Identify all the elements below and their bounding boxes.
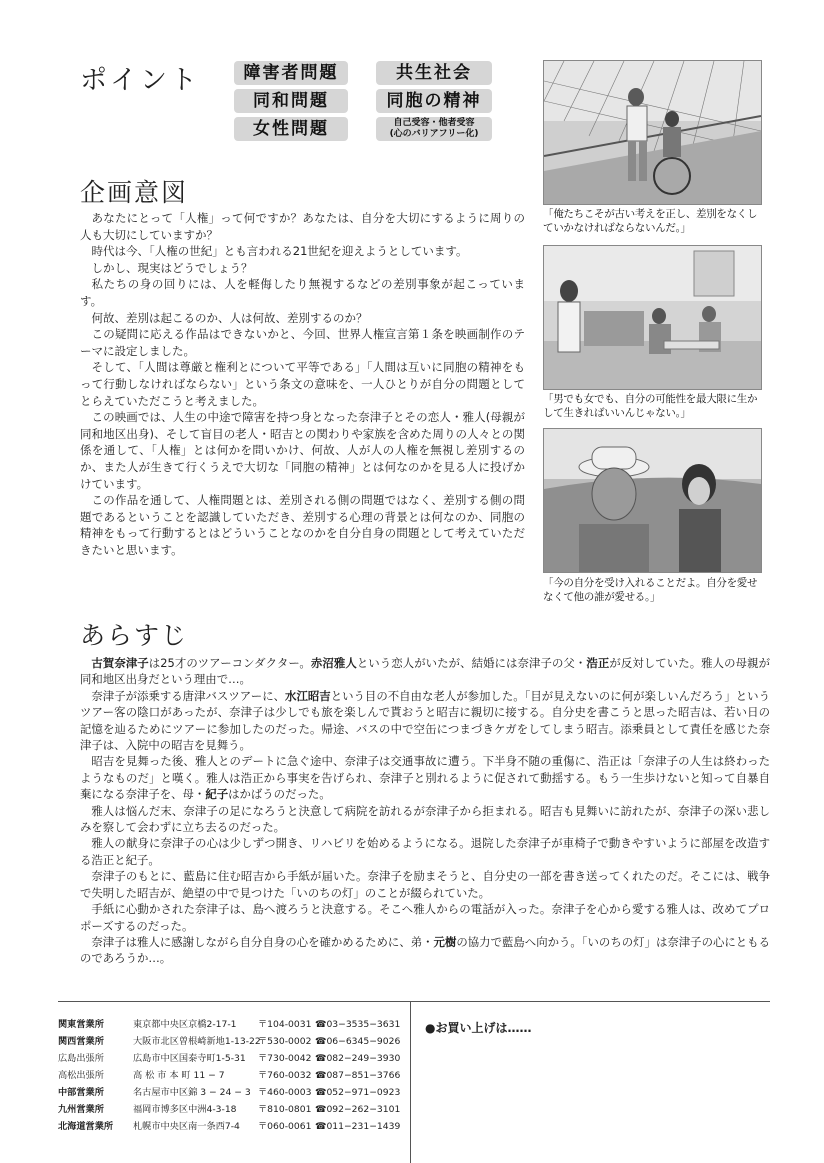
office-address: 名古屋市中区錦 3 − 24 − 3 <box>133 1087 251 1098</box>
caption-1: 「俺たちこそが古い考えを正し、差別をなくしていかなければならないんだ。」 <box>543 208 758 234</box>
office-address: 高 松 市 本 町 11 − 7 <box>133 1070 225 1081</box>
synopsis-text: はかばうのだった。 <box>228 787 331 802</box>
office-tel: ☎082−249−3930 <box>315 1053 401 1064</box>
synopsis-paragraph: 雅人は悩んだ末、奈津子の足になろうと決意して病院を訪れるが奈津子から拒まれる。昭吉も見舞いに訪れたが、奈津子の深い悲しみを察して会わずに立ち去るのだった。 <box>80 803 770 835</box>
tag-brotherhood: 同胞の精神 <box>376 89 492 113</box>
intent-paragraph: そして、「人間は尊厳と権利とについて平等である」「人間は互いに同胞の精神をもって行動しなければならない」という条文の意味を、一人ひとりが自分の問題としてとらえていただこうと考えました。 <box>80 360 525 408</box>
office-address: 福岡市博多区中洲4-3-18 <box>133 1104 237 1115</box>
synopsis-paragraph <box>80 688 770 754</box>
synopsis-body <box>80 655 770 967</box>
intent-paragraph: 何故、差別は起こるのか、人は何故、差別するのか？ <box>91 310 368 325</box>
tag-dowa: 同和問題 <box>234 89 348 113</box>
scene-photo-old-man <box>543 428 762 573</box>
synopsis-paragraph <box>80 753 770 802</box>
intent-heading: 企画意図 <box>80 178 189 207</box>
synopsis-text: という目の不自由な老人が参加した。「目が見えないのに何が楽しいんだろう」というツアー客の陰口があったが、奈津子は少しでも旅を楽しんで貰おうと昭吉に親切に接する。自分史を書こうと思った昭吉は、若い日の記憶を辿るためにツアーに参加したのだった。帰途、バスの中で空缶につまづきケガをしてしまう昭吉。添乗員として責任を感じた奈津子は、入院中の昭吉を見舞う。 <box>80 688 770 753</box>
synopsis-paragraph <box>80 934 770 967</box>
intent-paragraph: この疑問に応える作品はできないかと、今回、世界人権宣言第１条を映画制作のテーマに設定しました。 <box>80 327 525 358</box>
synopsis-text: 奈津子は雅人に感謝しながら自分自身の心を確かめるために、弟・ <box>91 934 434 949</box>
synopsis-paragraph: 雅人の献身に奈津子の心は少しずつ開き、リハビリを始めるようになる。退院した奈津子が車椅子で動きやすいように部屋を改造する浩正と紀子。 <box>80 836 770 867</box>
office-name: 関東営業所 <box>58 1019 104 1030</box>
office-name: 関西営業所 <box>58 1036 104 1047</box>
tag-women: 女性問題 <box>234 117 348 141</box>
character-shokichi: 水江昭吉 <box>285 688 331 703</box>
synopsis-heading: あらすじ <box>80 621 189 650</box>
office-tel: ☎052−971−0923 <box>315 1087 401 1098</box>
office-address: 大阪市北区曽根崎新地1-13-22 <box>133 1036 261 1047</box>
office-zip: 〒460-0003 <box>258 1087 312 1098</box>
intent-paragraph: 時代は今、「人権の世紀」とも言われる21世紀を迎えようとしています。 <box>91 244 468 259</box>
character-hiromasa: 浩正 <box>586 656 610 670</box>
synopsis-text: という恋人がいたが、結婚には奈津子の父・ <box>356 656 587 670</box>
point-heading: ポイント <box>80 65 200 96</box>
tag-coexistence: 共生社会 <box>376 61 492 85</box>
purchase-label: ●お買い上げは…… <box>425 1021 532 1035</box>
office-tel: ☎03−3535−3631 <box>315 1019 401 1030</box>
office-zip: 〒810-0801 <box>258 1104 312 1115</box>
office-zip: 〒104-0031 <box>258 1019 312 1030</box>
tag-self-acceptance <box>376 117 492 141</box>
office-zip: 〒060-0061 <box>258 1121 312 1132</box>
intent-paragraph: この映画では、人生の中途で障害を持つ身となった奈津子とその恋人・雅人(母親が同和地区出身)、そして盲目の老人・昭吉との関わりや家族を含めた周りの人々との関係を通して、「人権」とは何かを問いかけ、何故、人が人の人権を無視し差別するのか、また人が生きて行くうえで大切な「同胞の精神」とは何なのかを見る人に投げかけています。 <box>80 410 525 491</box>
tag-small-line1: 自己受容・他者受容 <box>393 118 475 128</box>
office-address: 広島市中区国泰寺町1-5-31 <box>133 1053 246 1064</box>
office-name: 北海道営業所 <box>58 1121 114 1132</box>
footer-column-divider <box>410 1001 411 1163</box>
office-tel: ☎087−851−3766 <box>315 1070 401 1081</box>
synopsis-paragraph <box>80 655 770 688</box>
caption-3: 「今の自分を受け入れることだよ。自分を愛せなくて他の誰が愛せる。」 <box>543 577 758 603</box>
office-tel: ☎06−6345−9026 <box>315 1036 401 1047</box>
intent-paragraph: 私たちの身の回りには、人を軽侮したり無視するなどの差別事象が起こっています。 <box>80 277 526 308</box>
tag-disability: 障害者問題 <box>234 61 348 85</box>
office-name: 九州営業所 <box>58 1104 104 1115</box>
intent-paragraph: あなたにとって「人権」って何ですか？あなたは、自分を大切にするように周りの人も大切にしていますか？ <box>80 211 525 242</box>
office-zip: 〒730-0042 <box>258 1053 312 1064</box>
office-zip: 〒530-0002 <box>258 1036 312 1047</box>
character-noriko: 紀子 <box>205 787 229 802</box>
synopsis-text: が反対していた。雅人の母親が同和地区出身だという理由で…。 <box>80 656 770 687</box>
footer-divider <box>58 1001 770 1002</box>
intent-paragraph: しかし、現実はどうでしょう？ <box>91 260 253 275</box>
synopsis-paragraph: 奈津子のもとに、藍島に住む昭吉から手紙が届いた。奈津子を励まそうと、自分史の一部を書き送ってくれたのだ。そこには、戦争で失明した昭吉が、絶望の中で見つけた「いのちの灯」のことが綴られていた。 <box>80 869 770 900</box>
scene-photo-wheelchair <box>543 60 762 205</box>
synopsis-text: は25才のツアーコンダクター。 <box>148 656 311 670</box>
synopsis-paragraph: 手紙に心動かされた奈津子は、島へ渡ろうと決意する。そこへ雅人からの電話が入った。奈津子を心から愛する雅人は、改めてプロポーズするのだった。 <box>80 902 770 933</box>
office-name: 中部営業所 <box>58 1087 104 1098</box>
office-name: 広島出張所 <box>58 1053 104 1064</box>
character-motoki: 元樹 <box>433 934 457 949</box>
character-natsuko: 古賀奈津子 <box>91 656 149 670</box>
office-zip: 〒760-0032 <box>258 1070 312 1081</box>
office-name: 高松出張所 <box>58 1070 104 1081</box>
intent-paragraph: この作品を通して、人権問題とは、差別される側の問題ではなく、差別する側の問題であるということを認識していただき、差別する心理の背景とは何なのか、同胞の精神をもって行動するとはどういうことなのかを自分自身の問題として考えていただきたいと思います。 <box>80 493 525 557</box>
office-address: 札幌市中央区南一条西7-4 <box>133 1121 240 1132</box>
intent-body <box>80 210 525 558</box>
caption-2: 「男でも女でも、自分の可能性を最大限に生かして生きればいいんじゃない。」 <box>543 393 758 419</box>
office-tel: ☎011−231−1439 <box>315 1121 401 1132</box>
scene-photo-family <box>543 245 762 390</box>
office-tel: ☎092−262−3101 <box>315 1104 401 1115</box>
office-address: 東京都中央区京橋2-17-1 <box>133 1019 237 1030</box>
synopsis-text: 奈津子が添乗する唐津バスツアーに、 <box>91 688 286 703</box>
character-masato: 赤沼雅人 <box>310 656 357 670</box>
tag-small-line2: (心のバリアフリー化) <box>389 129 479 139</box>
synopsis-text: 昭吉を見舞った後、雅人とのデートに急ぐ途中、奈津子は交通事故に遭う。下半身不随の重傷に、浩正は「奈津子の人生は終わったようなものだ」と嘆く。雅人は浩正から事実を告げられ、奈津子と別れるように促されて動揺する。もう一生歩けないと知って自暴自棄になる奈津子を、母・ <box>80 754 770 802</box>
synopsis-text: の協力で藍島へ向かう。「いのちの灯」は奈津子の心にともるのであろうか…。 <box>80 934 770 966</box>
